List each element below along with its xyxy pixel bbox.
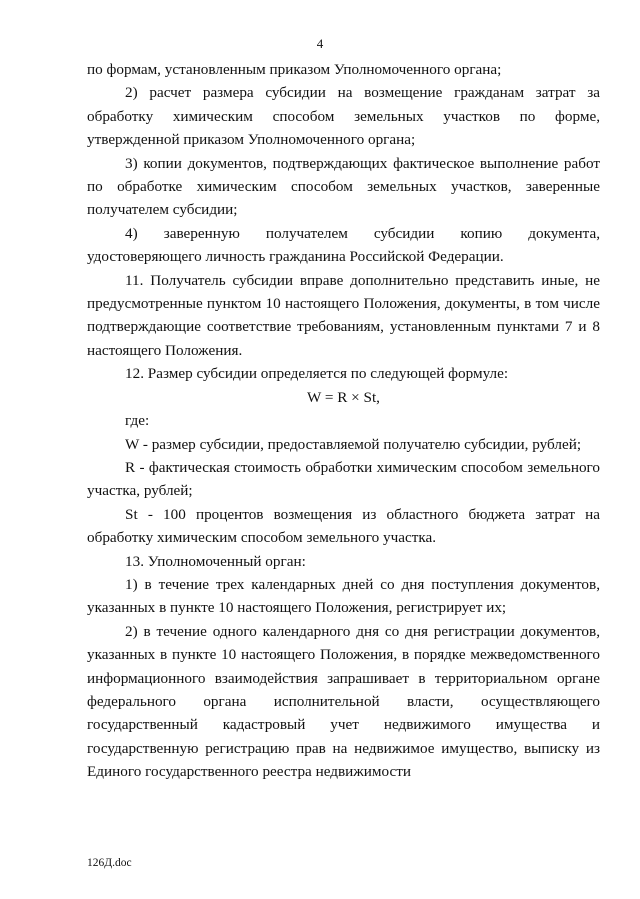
paragraph: 4) заверенную получателем субсидии копию документа, удостоверяющего личность гражданина Российской Федерации. [87, 224, 600, 266]
formula: W = R × St, [307, 388, 380, 406]
document-body [87, 58, 600, 784]
paragraph: 13. Уполномоченный орган: [125, 552, 306, 570]
paragraph: 1) в течение трех календарных дней со дня поступления документов, указанных в пункте 10 настоящего Положения, регистрирует их; [87, 575, 600, 617]
paragraph: где: [125, 412, 150, 430]
file-name-footer: 126Д.doc [87, 857, 132, 869]
paragraph: 2) расчет размера субсидии на возмещение гражданам затрат за обработку химическим способом земельных участков по форме, утвержденной приказом Уполномоченного органа; [87, 84, 600, 149]
paragraph: 11. Получатель субсидии вправе дополнительно представить иные, не предусмотренные пунктом 10 настоящего Положения, документы, в том числе подтверждающие соответствие требованиям, установленным пунктами 7 и 8 настоящего Положения. [87, 271, 600, 359]
paragraph: R - фактическая стоимость обработки химическим способом земельного участка, рублей; [87, 458, 600, 500]
paragraph: 2) в течение одного календарного дня со дня регистрации документов, указанных в пункте 10 настоящего Положения, в порядке межведомственного информационного взаимодействия запрашивает в территориальном органе федерального органа исполнительной власти, осуществляющего государственный кадастровый учет недвижимого имущества и государственную регистрацию прав на недвижимое имущество, выписку из Единого государственного реестра недвижимости [87, 622, 600, 781]
paragraph: 3) копии документов, подтверждающих фактическое выполнение работ по обработке химическим способом земельных участков, заверенные получателем субсидии; [87, 154, 600, 219]
paragraph: W - размер субсидии, предоставляемой получателю субсидии, рублей; [125, 435, 582, 453]
paragraph: St - 100 процентов возмещения из областного бюджета затрат на обработку химическим способом земельного участка. [87, 505, 600, 547]
paragraph: 12. Размер субсидии определяется по следующей формуле: [125, 365, 509, 383]
page-number: 4 [316, 36, 324, 51]
paragraph: по формам, установленным приказом Уполномоченного органа; [87, 61, 502, 78]
